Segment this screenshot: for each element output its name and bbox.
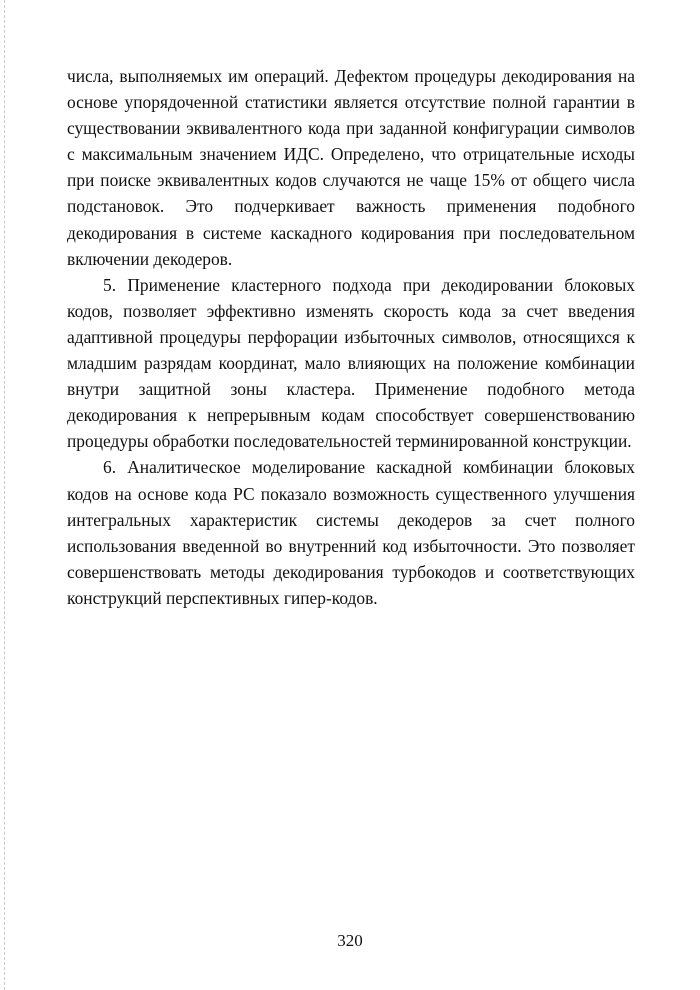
page-edge-guide: [4, 0, 5, 990]
page-number: 320: [337, 931, 363, 950]
document-body: [67, 63, 635, 611]
paragraph-item-6: 6. Аналитическое моделирование каскадной комбинации блоковых кодов на основе кода РС показало возможность существенного улучшения интегральных характеристик системы декодеров за счет полного использования введенной во внутренний код избыточности. Это позволяет совершенствовать методы декодирования турбокодов и соответствующих конструкций перспективных гипер-кодов.: [67, 457, 635, 608]
paragraph-item-5: 5. Применение кластерного подхода при декодировании блоковых кодов, позволяет эффективно изменять скорость кода за счет введения адаптивной процедуры перфорации избыточных символов, относящихся к младшим разрядам координат, мало влияющих на положение комбинации внутри защитной зоны кластера. Применение подобного метода декодирования к непрерывным кодам способствует совершенствованию процедуры обработки последовательностей терминированной конструкции.: [67, 274, 635, 452]
paragraph-continuation: числа, выполняемых им операций. Дефектом процедуры декодирования на основе упорядоченной статистики является отсутствие полной гарантии в существовании эквивалентного кода при заданной конфигурации символов с максимальным значением ИДС. Определено, что отрицательные исходы при поиске эквивалентных кодов случаются не чаще 15% от общего числа подстановок. Это подчеркивает важность применения подобного декодирования в системе каскадного кодирования при последовательном включении декодеров.: [67, 66, 635, 269]
